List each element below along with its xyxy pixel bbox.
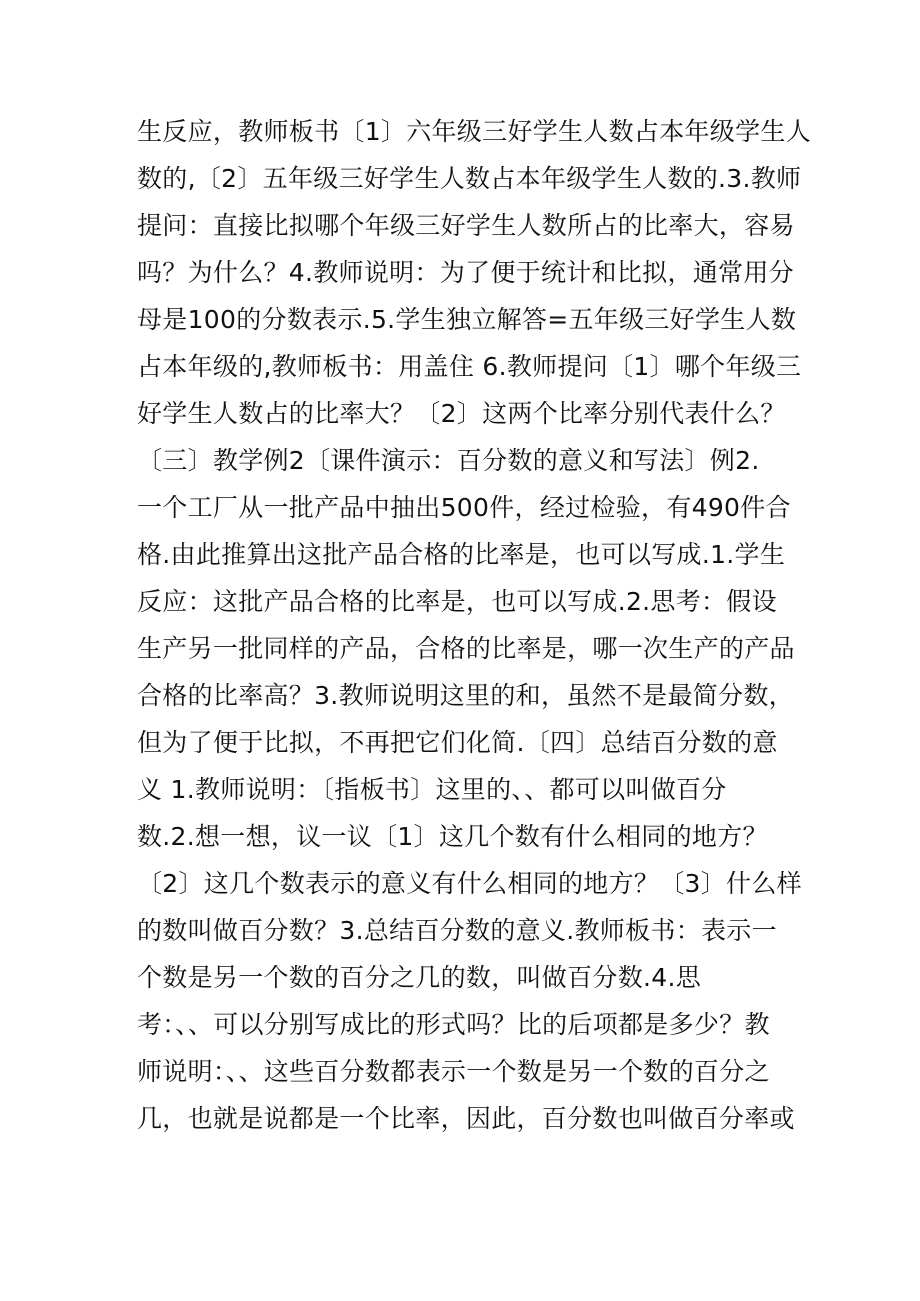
text-line: 反应：这批产品合格的比率是，也可以写成.2.思考：假设	[137, 587, 777, 616]
text-line: 但为了便于比拟，不再把它们化简.〔四〕总结百分数的意	[137, 728, 778, 757]
text-line: 占本年级的,教师板书：用盖住 6.教师提问〔1〕哪个年级三	[137, 352, 802, 381]
text-line: 生产另一批同样的产品，合格的比率是，哪一次生产的产品	[137, 634, 795, 663]
text-line: 数的,〔2〕五年级三好学生人数占本年级学生人数的.3.教师	[137, 164, 802, 193]
text-line: 生反应，教师板书〔1〕六年级三好学生人数占本年级学生人	[137, 117, 812, 146]
text-line: 〔三〕教学例2〔课件演示：百分数的意义和写法〕例2.	[137, 446, 760, 475]
text-line: 个数是另一个数的百分之几的数，叫做百分数.4.思	[137, 963, 702, 992]
text-line: 好学生人数占的比率大？〔2〕这两个比率分别代表什么？	[137, 399, 786, 428]
text-line: 〔2〕这几个数表示的意义有什么相同的地方？〔3〕什么样	[137, 869, 802, 898]
text-line: 考：、、可以分别写成比的形式吗？比的后项都是多少？教	[137, 1010, 770, 1039]
text-line: 的数叫做百分数？3.总结百分数的意义.教师板书：表示一	[137, 916, 777, 945]
text-line: 几，也就是说都是一个比率，因此，百分数也叫做百分率或	[137, 1104, 795, 1133]
text-line: 数.2.想一想，议一议〔1〕这几个数有什么相同的地方？	[137, 822, 768, 851]
text-line: 格.由此推算出这批产品合格的比率是，也可以写成.1.学生	[137, 540, 786, 569]
body-text	[137, 108, 812, 1142]
text-line: 提问：直接比拟哪个年级三好学生人数所占的比率大，容易	[137, 211, 795, 240]
text-line: 吗？为什么？4.教师说明：为了便于统计和比拟，通常用分	[137, 258, 794, 287]
text-line: 义 1.教师说明：〔指板书〕这里的、、都可以叫做百分	[137, 775, 727, 804]
text-line: 母是100的分数表示.5.学生独立解答=五年级三好学生人数	[137, 305, 797, 334]
text-line: 一个工厂从一批产品中抽出500件，经过检验，有490件合	[137, 493, 791, 522]
text-line: 合格的比率高？3.教师说明这里的和，虽然不是最简分数，	[137, 681, 794, 710]
text-line: 师说明：、、这些百分数都表示一个数是另一个数的百分之	[137, 1057, 770, 1086]
